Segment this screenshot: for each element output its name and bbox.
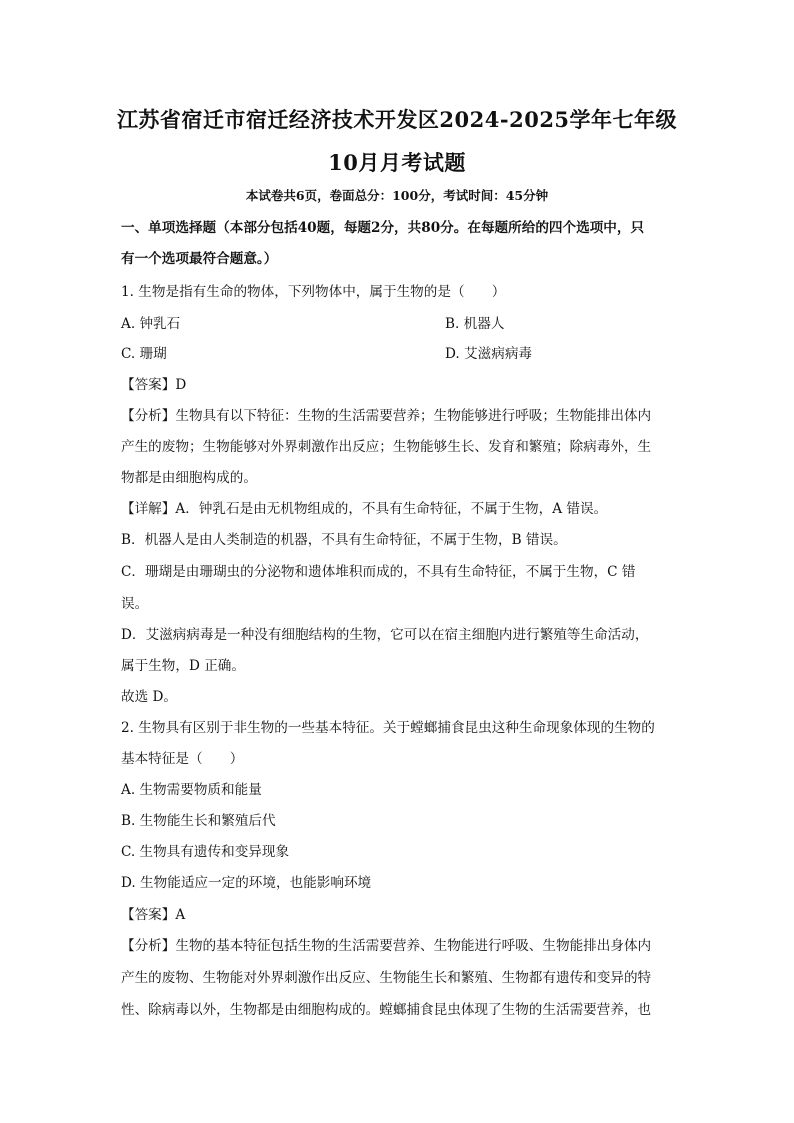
q1-detail-line: D．艾滋病病毒是一种没有细胞结构的生物，它可以在宿主细胞内进行繁殖等生命活动， [121,627,649,643]
q2-stem-line1: 2. 生物具有区别于非生物的一些基本特征。关于螳螂捕食昆虫这种生命现象体现的生物的 [121,720,655,736]
q1-option-b: B. 机器人 [445,316,505,332]
q1-detail-line: B．机器人是由人类制造的机器，不具有生命特征，不属于生物，B 错误。 [121,532,567,548]
section-heading-line1: 一、单项选择题（本部分包括40题，每题2分，共80分。在每题所给的四个选项中，只 [121,220,645,236]
q1-answer: 【答案】D [121,377,187,393]
document-title-line2: 10月月考试题 [328,150,466,175]
q1-option-c: C. 珊瑚 [121,346,167,362]
document-title-line1: 江苏省宿迁市宿迁经济技术开发区2024-2025学年七年级 [116,107,678,132]
q2-option-d: D. 生物能适应一定的环境，也能影响环境 [121,875,372,891]
q1-detail-line: 属于生物，D 正确。 [121,658,245,674]
q2-analysis-line: 【分析】生物的基本特征包括生物的生活需要营养、生物能进行呼吸、生物能排出身体内 [121,938,652,954]
section-heading-line2: 有一个选项最符合题意。） [121,251,278,267]
q1-detail-line: 【详解】A．钟乳石是由无机物组成的，不具有生命特征，不属于生物，A 错误。 [121,501,608,517]
q2-option-b: B. 生物能生长和繁殖后代 [121,813,276,829]
q1-detail-line: 误。 [121,596,149,612]
q2-option-c: C. 生物具有遗传和变异现象 [121,844,290,860]
q1-analysis-line: 【分析】生物具有以下特征：生物的生活需要营养；生物能够进行呼吸；生物能排出体内 [121,408,652,424]
exam-info: 本试卷共6页，卷面总分：100分，考试时间：45分钟 [245,188,549,203]
q1-detail-line: 故选 D。 [121,689,178,705]
q1-option-a: A. 钟乳石 [121,316,181,332]
q2-stem-line2: 基本特征是（ ） [121,751,244,767]
q1-analysis-line: 物都是由细胞构成的。 [121,470,257,486]
q1-analysis-line: 产生的废物；生物能够对外界刺激作出反应；生物能够生长、发育和繁殖；除病毒外，生 [121,439,652,455]
q2-analysis-line: 性、除病毒以外，生物都是由细胞构成的。螳螂捕食昆虫体现了生物的生活需要营养，也 [121,1002,652,1018]
q2-option-a: A. 生物需要物质和能量 [121,782,262,798]
q1-detail-line: C．珊瑚是由珊瑚虫的分泌物和遗体堆积而成的，不具有生命特征，不属于生物，C 错 [121,564,636,580]
q1-stem: 1. 生物是指有生命的物体，下列物体中，属于生物的是（ ） [121,284,506,300]
q2-answer: 【答案】A [121,907,186,923]
q1-option-d: D. 艾滋病病毒 [445,346,533,362]
q2-analysis-line: 产生的废物、生物能对外界刺激作出反应、生物能生长和繁殖、生物都有遗传和变异的特 [121,970,652,986]
